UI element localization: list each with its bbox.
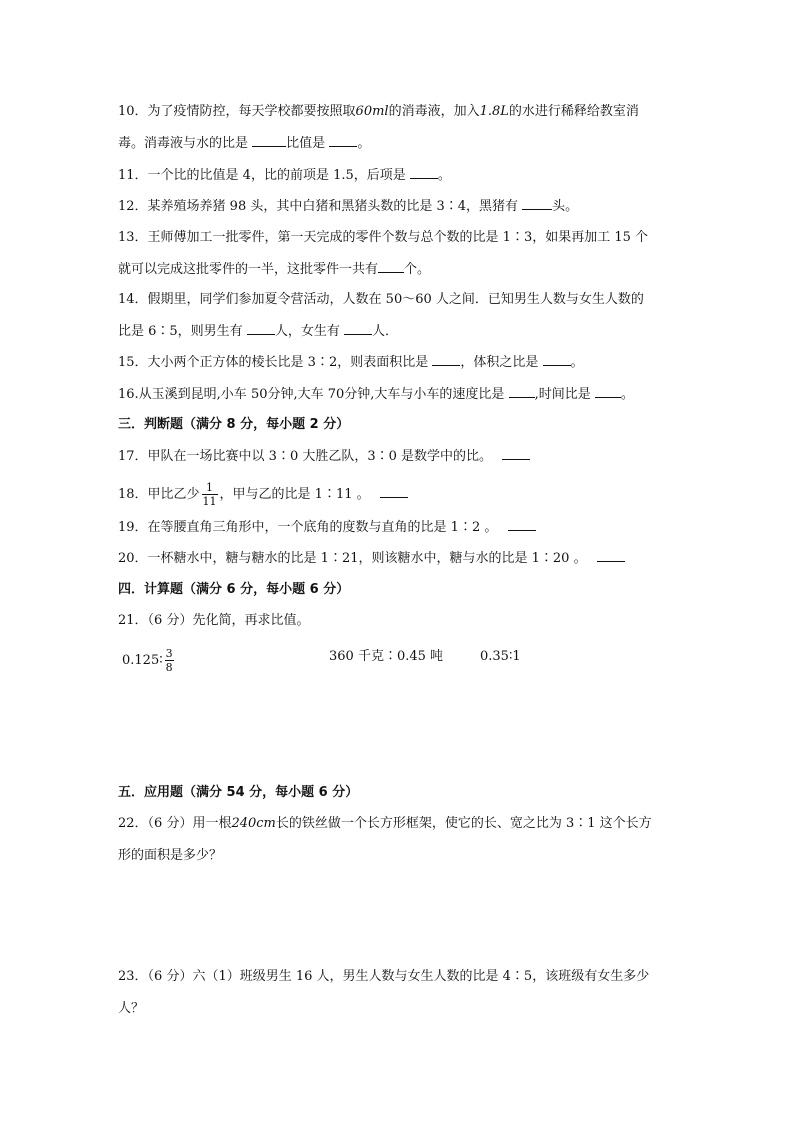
question-11: 11．一个比的比值是 4，比的前项是 1.5，后项是 。 [118,168,451,183]
answer-blank[interactable] [432,353,460,366]
calc-item-3: 0.35∶1 [480,649,521,664]
answer-blank[interactable] [508,518,536,531]
question-13-line-2: 就可以完成这批零件的一半，这批零件一共有 个。 [118,262,431,277]
fraction: $\frac{3}{8}$ [165,647,173,674]
question-19: 19．在等腰直角三角形中，一个底角的度数与直角的比是 1∶2 。 [118,518,536,537]
question-21-title: 21．（6 分）先化简，再求比值。 [118,613,310,628]
question-23-line-2: 人？ [118,1001,145,1016]
question-23-line-1: 23．（6 分）六（1）班级男生 16 人，男生人数与女生人数的比是 4∶5，该班级有女生多少 [118,969,650,984]
section-4-heading: 四．计算题（满分 6 分，每小题 6 分） [118,582,350,597]
question-10-line-1: 10．为了疫情防控，每天学校都要按照取60ml的消毒液，加入1.8L的水进行稀释给教室消 [118,104,639,119]
question-20: 20．一杯糖水中，糖与糖水的比是 1∶21，则该糖水中，糖与水的比是 1∶20 。 [118,549,625,568]
answer-blank[interactable] [344,322,372,335]
calc-item-1: 0.125∶ $\frac{3}{8}$ [122,647,173,674]
question-17: 17．甲队在一场比赛中以 3∶0 大胜乙队，3∶0 是数学中的比。 [118,447,530,466]
question-15: 15．大小两个正方体的棱长比是 3∶2，则表面积比是 ，体积之比是 。 [118,355,584,370]
answer-blank[interactable] [502,447,530,460]
answer-blank[interactable] [378,260,404,273]
question-14-line-1: 14．假期里，同学们参加夏令营活动，人数在 50～60 人之间．已知男生人数与女生人数的 [118,292,644,307]
question-10-line-2: 毒。消毒液与水的比是 比值是 。 [118,136,371,151]
question-22-line-2: 形的面积是多少？ [118,848,223,863]
answer-blank[interactable] [380,485,408,498]
answer-blank[interactable] [543,353,571,366]
question-18: 18．甲比乙少 $\frac{1}{11}$ ，甲与乙的比是 1∶11 。 [118,480,408,510]
question-13-line-1: 13．王师傅加工一批零件，第一天完成的零件个数与总个数的比是 1∶3，如果再加工 15 个 [118,230,649,245]
answer-blank[interactable] [509,385,535,398]
question-14-line-2: 比是 6∶5，则男生有 人，女生有 人． [118,324,398,339]
answer-blank[interactable] [595,385,621,398]
answer-blank[interactable] [329,134,357,147]
answer-blank[interactable] [252,134,286,147]
calc-item-2: 360 千克∶0.45 吨 [329,649,444,664]
question-12: 12．某养殖场养猪 98 头，其中白猪和黑猪头数的比是 3∶4，黑猪有 头。 [118,199,579,214]
question-22-line-1: 22．（6 分）用一根240cm长的铁丝做一个长方形框架，使它的长、宽之比为 3∶1 这个长方 [118,816,652,831]
answer-blank[interactable] [597,549,625,562]
fraction: $\frac{1}{11}$ [202,481,217,508]
answer-blank[interactable] [522,197,552,210]
section-3-heading: 三．判断题（满分 8 分，每小题 2 分） [118,417,350,432]
question-16: 16.从玉溪到昆明,小车 50分钟,大车 70分钟,大车与小车的速度比是 ,时间比是 。 [118,387,634,402]
section-5-heading: 五．应用题（满分 54 分，每小题 6 分） [118,785,359,800]
answer-blank[interactable] [247,322,275,335]
answer-blank[interactable] [410,166,438,179]
